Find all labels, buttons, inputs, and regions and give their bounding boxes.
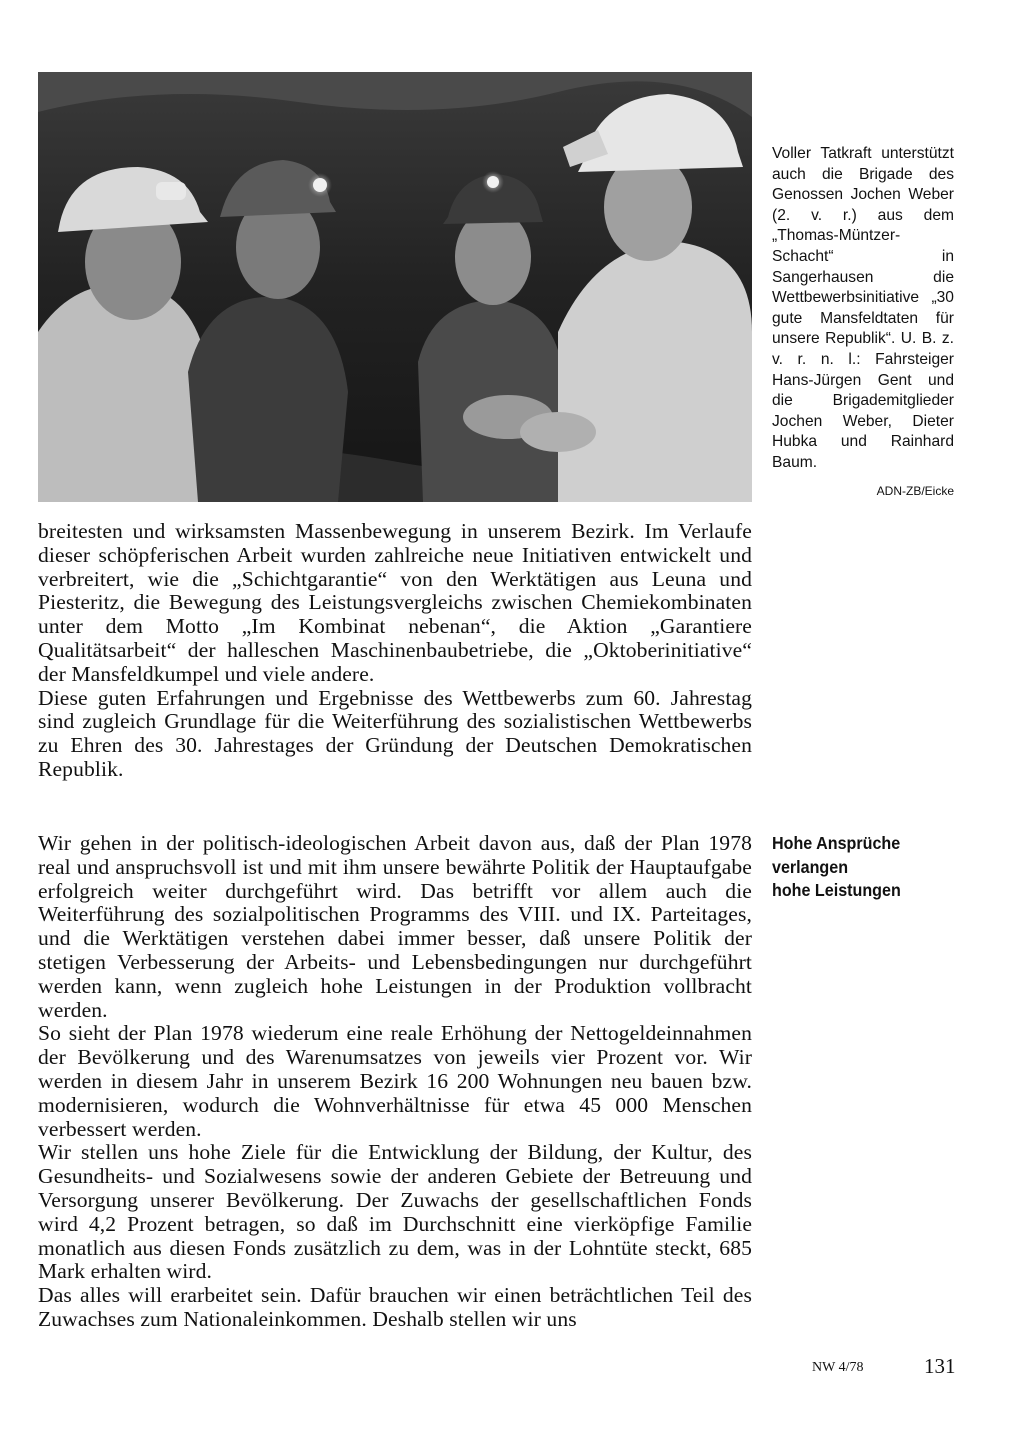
paragraph: Wir gehen in der politisch-ideologischen Arbeit davon aus, daß der Plan 1978 real und anspruchsvoll ist und mit ihm unsere bewährte Politik der Hauptaufgabe erfolgreich weiter durchgeführt wird. Das betrifft vor allem auch die Weiterführung des sozialpolitischen Programms des VIII. und IX. Parteitages, und die Werktätigen verstehen dabei immer besser, daß unsere Politik der stetigen Verbesserung der Arbeits- und Lebensbedingungen nur durchgeführt werden kann, wenn zugleich hohe Leistungen in der Produktion vollbracht werden. [38, 831, 752, 1022]
photo-caption: Voller Tatkraft unterstützt auch die Brigade des Genossen Jochen Weber (2. v. r.) aus dem „Thomas-Müntzer-Schacht“ in Sangerhausen die Wettbewerbsinitiative „30 gute Mansfeldtaten für unsere Republik“. U. B. z. v. r. n. l.: Fahrsteiger Hans-Jürgen Gent und die Brigademitglieder Jochen Weber, Dieter Hubka und Rainhard Baum. [772, 145, 954, 471]
paragraph: Das alles will erarbeitet sein. Dafür brauchen wir einen beträchtlichen Teil des Zuwachses zum Nationaleinkommen. Deshalb stellen wir uns [38, 1283, 752, 1331]
section-2-text [38, 832, 752, 1332]
marginal-heading-line: verlangen [772, 856, 849, 877]
section-1-text [38, 520, 752, 782]
paragraph: So sieht der Plan 1978 wiederum eine reale Erhöhung der Nettogeldeinnahmen der Bevölkerung und des Warenumsatzes von jeweils vier Prozent vor. Wir werden in diesem Jahr in unserem Bezirk 16 200 Wohnungen neu bauen bzw. modernisieren, wodurch die Wohnverhältnisse für etwa 45 000 Menschen verbessert werden. [38, 1021, 752, 1141]
paragraph: Wir stellen uns hohe Ziele für die Entwicklung der Bildung, der Kultur, des Gesundheits- und Sozialwesens sowie der anderen Gebiete der Betreuung und Versorgung unserer Bevölkerung. Der Zuwachs der gesellschaftlichen Fonds wird 4,2 Prozent betragen, so daß im Durchschnitt eine vierköpfige Familie monatlich aus diesen Fonds zusätzlich zu dem, was in der Lohntüte steckt, 685 Mark erhalten wird. [38, 1140, 752, 1284]
paragraph: breitesten und wirksamsten Massenbewegung in unserem Bezirk. Im Verlaufe dieser schöpferischen Arbeit wurden zahlreiche neue Initiativen entwickelt und verbreitert, wie die „Schichtgarantie“ von den Werktätigen aus Leuna und Piesteritz, die Bewegung des Leistungsvergleichs zwischen Chemiekombinaten unter dem Motto „Im Kombinat nebenan“, die Aktion „Garantiere Qualitätsarbeit“ der halleschen Maschinenbaubetriebe, die „Oktoberinitiative“ der Mansfeldkumpel und viele andere. [38, 519, 752, 686]
paragraph: Diese guten Erfahrungen und Ergebnisse des Wettbewerbs zum 60. Jahrestag sind zugleich Grundlage für die Weiterführung des sozialistischen Wettbewerbs zu Ehren des 30. Jahrestages der Gründung der Deutschen Demokratischen Republik. [38, 685, 752, 781]
miner-left [38, 167, 213, 502]
marginal-heading-line: hohe Leistungen [772, 880, 901, 900]
page-number: 131 [924, 1354, 956, 1378]
miners-photo [38, 72, 752, 502]
photo-credit: ADN-ZB/Eicke [876, 484, 954, 498]
marginal-heading-line: Hohe Ansprüche [772, 833, 901, 853]
issue-label: NW 4/78 [812, 1360, 864, 1375]
marginal-heading [772, 832, 972, 903]
